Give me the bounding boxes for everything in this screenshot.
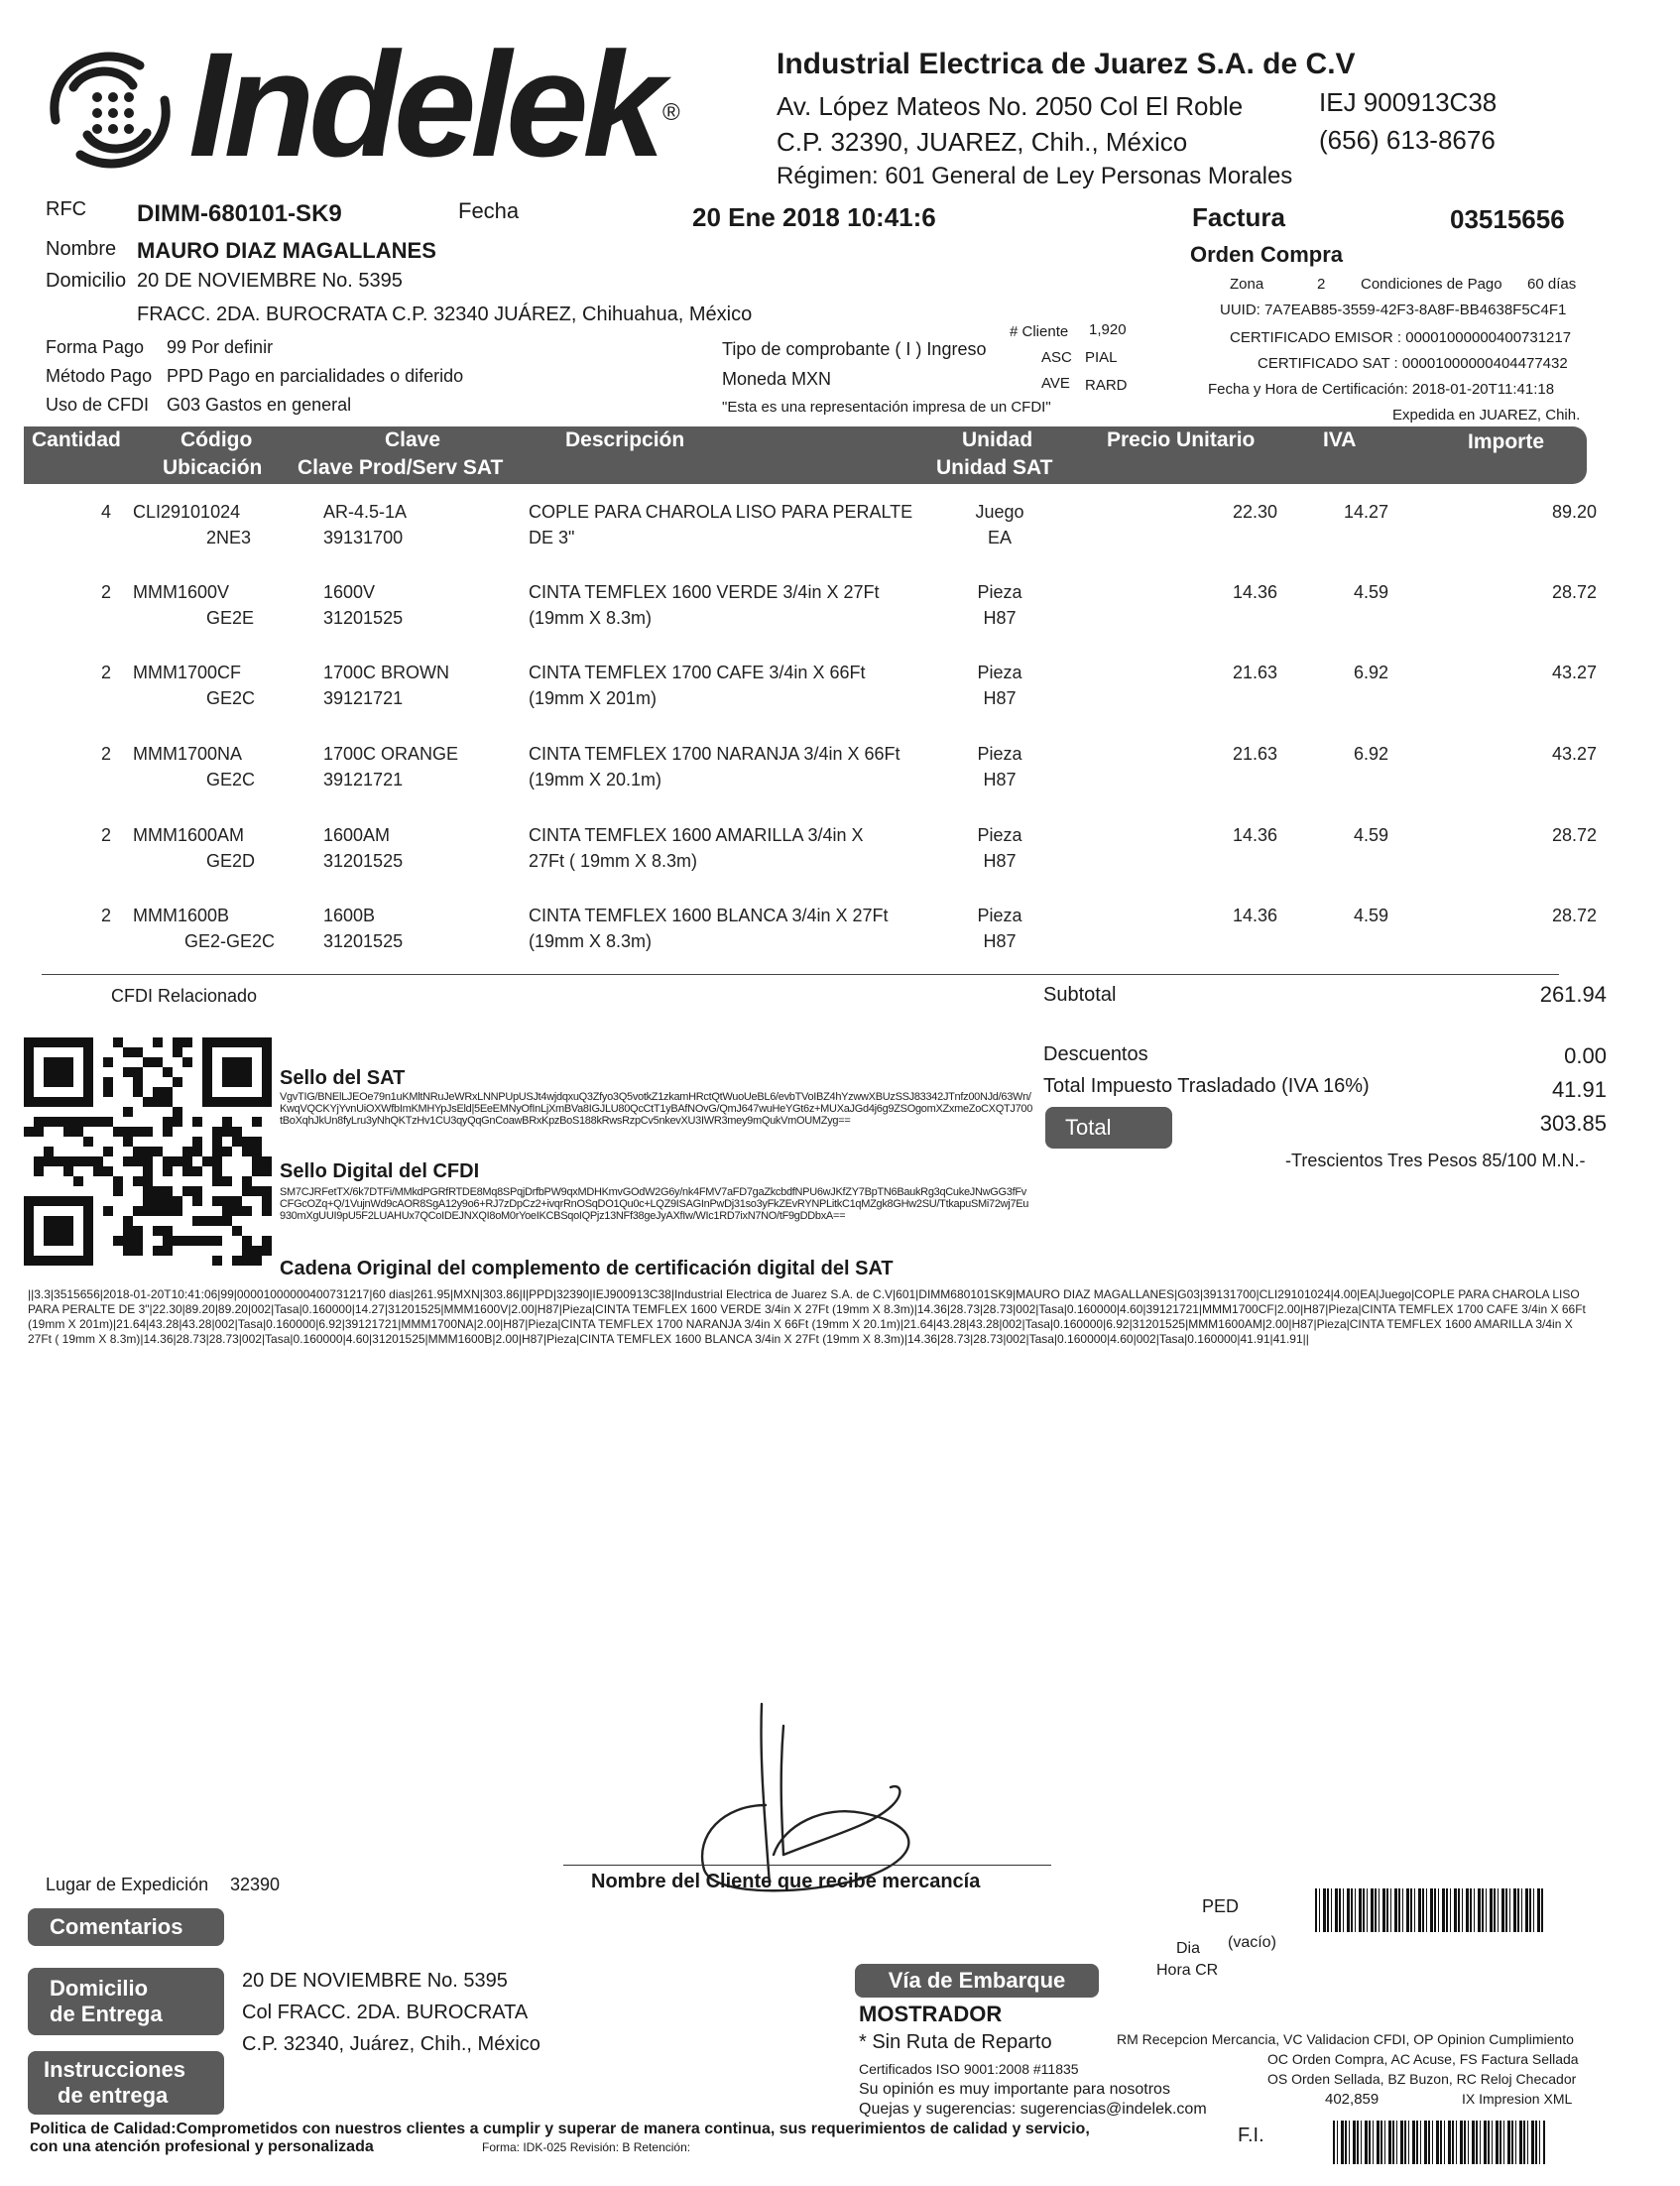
cell-codigo: MMM1600V	[133, 582, 230, 602]
impuesto-label: Total Impuesto Trasladado (IVA 16%)	[1043, 1075, 1370, 1097]
header-clave-prod: Clave Prod/Serv SAT	[298, 456, 504, 479]
cell-clave-sat: 31201525	[323, 608, 404, 628]
ruta-reparto: * Sin Ruta de Reparto	[859, 2031, 1052, 2053]
cell-unidad-sat: EA	[987, 528, 1012, 547]
nombre-cliente-recibe: Nombre del Cliente que recibe mercancía	[591, 1871, 981, 1892]
uso-cfdi-label: Uso de CFDI	[46, 395, 150, 415]
company-name: Industrial Electrica de Juarez S.A. de C.V	[777, 48, 1356, 80]
registered-mark: ®	[662, 99, 680, 126]
cell-unidad: Pieza	[977, 663, 1022, 682]
cell-iva: 4.59	[1353, 582, 1388, 602]
cell-clave: 1700C BROWN	[323, 663, 450, 682]
cell-desc1: CINTA TEMFLEX 1600 AMARILLA 3/4in X	[529, 825, 864, 845]
domicilio-entrega-pill	[28, 1968, 224, 2035]
via-embarque-label: Vía de Embarque	[888, 1968, 1066, 1993]
cell-desc2: (19mm X 8.3m)	[529, 931, 653, 951]
cell-unidad-sat: H87	[983, 851, 1017, 871]
company-address-1: Av. López Mateos No. 2050 Col El Roble	[777, 91, 1244, 121]
politica-calidad-2: con una atención profesional y personalizada	[30, 2138, 374, 2155]
politica-calidad-1: Politica de Calidad:Comprometidos con nuestros clientes a cumplir y superar de manera continua, sus requerimientos de calidad y servicio,	[30, 2121, 1090, 2137]
moneda: Moneda MXN	[722, 369, 832, 389]
cfdi-relacionado-label: CFDI Relacionado	[111, 986, 258, 1006]
company-address-2: C.P. 32390, JUAREZ, Chih., México	[777, 127, 1188, 157]
header-descripcion: Descripción	[565, 428, 685, 451]
cell-clave: 1600V	[323, 582, 376, 602]
condiciones-value: 60 días	[1527, 276, 1577, 293]
zona-value: 2	[1317, 276, 1326, 293]
cell-iva: 6.92	[1353, 744, 1388, 764]
factura-label: Factura	[1192, 202, 1285, 232]
control-number: 402,859	[1325, 2091, 1380, 2108]
signature-line	[563, 1865, 1051, 1866]
cell-cantidad: 2	[100, 582, 111, 602]
cell-clave-sat: 39121721	[323, 770, 404, 789]
cell-unidad-sat: H87	[983, 608, 1017, 628]
cell-ubicacion: GE2C	[206, 770, 256, 789]
opinion-text: Su opinión es muy importante para nosotros	[859, 2081, 1170, 2098]
fi-label: F.I.	[1238, 2125, 1264, 2146]
total-value: 303.85	[1539, 1111, 1607, 1136]
cell-unidad: Pieza	[977, 582, 1022, 602]
cell-importe: 28.72	[1551, 906, 1597, 925]
rfc-label: RFC	[46, 198, 87, 220]
instrucciones-entrega-pill	[28, 2051, 224, 2115]
header-iva: IVA	[1323, 428, 1357, 451]
domicilio-entrega-label-2: de Entrega	[50, 2002, 163, 2026]
header-importe: Importe	[1468, 430, 1545, 453]
cell-desc2: (19mm X 8.3m)	[529, 608, 653, 628]
header-codigo: Código	[180, 428, 253, 451]
cell-importe: 28.72	[1551, 825, 1597, 845]
cell-clave-sat: 39131700	[323, 528, 404, 547]
domicilio-label: Domicilio	[46, 270, 127, 292]
asc-value: PIAL	[1085, 349, 1118, 366]
cell-precio: 14.36	[1232, 906, 1277, 925]
condiciones-label: Condiciones de Pago	[1361, 276, 1502, 293]
cell-cantidad: 4	[100, 502, 111, 522]
cell-precio: 14.36	[1232, 825, 1277, 845]
cell-desc1: CINTA TEMFLEX 1700 CAFE 3/4in X 66Ft	[529, 663, 866, 682]
via-embarque-value: MOSTRADOR	[859, 2002, 1003, 2026]
cell-desc2: 27Ft ( 19mm X 8.3m)	[529, 851, 698, 871]
header-clave: Clave	[385, 428, 441, 451]
barcode-top	[1315, 1888, 1545, 1932]
total-en-letra: -Trescientos Tres Pesos 85/100 M.N.-	[1285, 1151, 1586, 1170]
cell-iva: 4.59	[1353, 906, 1388, 925]
cell-desc1: CINTA TEMFLEX 1600 BLANCA 3/4in X 27Ft	[529, 906, 889, 925]
header-cantidad: Cantidad	[32, 428, 121, 451]
metodo-pago-label: Método Pago	[46, 366, 153, 386]
cell-unidad: Pieza	[977, 744, 1022, 764]
customer-address-1: 20 DE NOVIEMBRE No. 5395	[137, 270, 403, 292]
header-unidad-sat: Unidad SAT	[936, 456, 1053, 479]
entrega-address-3: C.P. 32340, Juárez, Chih., México	[242, 2033, 540, 2055]
instrucciones-label-2: de entrega	[58, 2083, 169, 2108]
cell-unidad: Pieza	[977, 906, 1022, 925]
cell-codigo: MMM1600AM	[133, 825, 245, 845]
sello-sat-label: Sello del SAT	[280, 1067, 406, 1089]
cliente-number: 1,920	[1089, 321, 1127, 338]
descuentos-value: 0.00	[1564, 1043, 1607, 1068]
cell-desc1: COPLE PARA CHAROLA LISO PARA PERALTE	[529, 502, 913, 522]
total-badge	[1045, 1107, 1172, 1149]
certificado-sat: CERTIFICADO SAT : 00001000000404477432	[1258, 355, 1568, 372]
cell-clave-sat: 31201525	[323, 931, 404, 951]
subtotal-label: Subtotal	[1043, 984, 1117, 1006]
cell-clave: 1700C ORANGE	[323, 744, 459, 764]
orden-compra-label: Orden Compra	[1190, 242, 1344, 267]
legend-line-2: OC Orden Compra, AC Acuse, FS Factura Sellada	[1267, 2051, 1579, 2067]
iso-certificados: Certificados ISO 9001:2008 #11835	[859, 2061, 1079, 2077]
certificado-emisor: CERTIFICADO EMISOR : 00001000000400731217	[1230, 329, 1572, 346]
comentarios-label: Comentarios	[50, 1914, 183, 1939]
barcode-bottom	[1333, 2121, 1545, 2164]
company-regimen: Régimen: 601 General de Ley Personas Morales	[777, 163, 1293, 189]
ix-impresion-xml: IX Impresion XML	[1462, 2091, 1573, 2107]
company-phone: (656) 613-8676	[1319, 125, 1496, 155]
cell-ubicacion: GE2-GE2C	[184, 931, 276, 951]
metodo-pago-value: PPD Pago en parcialidades o diferido	[167, 366, 464, 386]
fecha-certificacion: Fecha y Hora de Certificación: 2018-01-20T11:41:18	[1208, 381, 1555, 398]
cell-desc1: CINTA TEMFLEX 1600 VERDE 3/4in X 27Ft	[529, 582, 880, 602]
cfdi-note: "Esta es una representación impresa de un CFDI"	[722, 399, 1051, 416]
lugar-expedicion-value: 32390	[230, 1875, 281, 1894]
sello-sat-value: VgvTIG/BNElLJEOe79n1uKMltNRuJeWRxLNNPUpUSJt4wjdqxuQ3Zfyo3Q5votkZ1zkamHRctQtWuoUeBL6/evbTVoIBZ4hYzwwXBUzSSJ83342JTnfz00NJd/63Wn/KwqVQCKYjYvnUiOXWfbImKMHYpJsEld|5EeEMNyOfInLjXmBVa8IGJLU80QcCtT1yBAfNOvG/QmJ647wuHeYGt6z+MUXaJGd4j6g9ZSOgomXZxmeZoCXQTJ700tBoXqhJkUn8fyLru3yNhQKTzHv1CU3qyQqGnCoawBRxKpzBoS188kRwsRzpCv5nkevXU3IWR3mey9mQukVmOUMZyg==	[280, 1091, 1033, 1127]
total-label: Total	[1065, 1115, 1112, 1140]
header-ubicacion: Ubicación	[163, 456, 263, 479]
customer-address-2: FRACC. 2DA. BUROCRATA C.P. 32340 JUÁREZ, Chihuahua, México	[137, 304, 753, 325]
descuentos-label: Descuentos	[1043, 1043, 1148, 1065]
cliente-label: # Cliente	[1010, 323, 1069, 340]
dia-label: Dia	[1176, 1940, 1201, 1957]
cell-desc2: (19mm X 201m)	[529, 688, 658, 708]
cell-precio: 21.63	[1232, 744, 1277, 764]
cell-codigo: MMM1700CF	[133, 663, 242, 682]
cadena-original-value: ||3.3|3515656|2018-01-20T10:41:06|99|00001000000400731217|60 dias|261.95|MXN|303.86|I|PPD|32390|IEJ900913C38|Industrial Electrica de Juarez S.A. de C.V|601|DIMM680101SK9|MAURO DIAZ MAGALLANES|G03|39131700|CLI29101024|4.00|EA|Juego|COPLE PARA CHAROLA LISO PARA PERALTE DE 3"|22.30|89.20|89.20|002|Tasa|0.160000|14.27|31201525|MMM1600V|2.00|H87|Pieza|CINTA TEMFLEX 1600 VERDE 3/4in X 27Ft (19mm X 8.3m)|14.36|28.73|28.73|002|Tasa|0.160000|4.60|39121721|MMM1700CF|2.00|H87|Pieza|CINTA TEMFLEX 1700 CAFE 3/4in X 66Ft (19mm X 201m)|21.64|43.28|43.28|002|Tasa|0.160000|6.92|39121721|MMM1700NA|2.00|H87|Pieza|CINTA TEMFLEX 1700 NARANJA 3/4in X 66Ft (19mm X 20.1m)|21.64|43.28|43.28|002|Tasa|0.160000|6.92|31201525|MMM1600AM|2.00|H87|Pieza|CINTA TEMFLEX 1600 AMARILLA 3/4in X 27Ft ( 19mm X 8.3m)|14.36|28.73|28.73|002|Tasa|0.160000|4.60|31201525|MMM1600B|2.00|H87|Pieza|CINTA TEMFLEX 1600 BLANCA 3/4in X 27Ft (19mm X 8.3m)|14.36|28.73|28.73|002|Tasa|0.160000|4.60|002|Tasa|0.160000|41.91|41.91||	[28, 1287, 1586, 1346]
cell-ubicacion: GE2D	[206, 851, 256, 871]
cell-unidad: Juego	[975, 502, 1024, 522]
customer-name: MAURO DIAZ MAGALLANES	[137, 238, 436, 263]
cell-codigo: MMM1600B	[133, 906, 230, 925]
cell-cantidad: 2	[100, 825, 111, 845]
cell-clave: 1600B	[323, 906, 376, 925]
cell-desc1: CINTA TEMFLEX 1700 NARANJA 3/4in X 66Ft	[529, 744, 900, 764]
subtotal-value: 261.94	[1539, 982, 1607, 1007]
cell-unidad-sat: H87	[983, 688, 1017, 708]
nombre-label: Nombre	[46, 238, 117, 260]
entrega-address-2: Col FRACC. 2DA. BUROCRATA	[242, 2002, 529, 2023]
customer-rfc: DIMM-680101-SK9	[137, 200, 342, 227]
cell-unidad: Pieza	[977, 825, 1022, 845]
cell-iva: 4.59	[1353, 825, 1388, 845]
sello-cfdi-value: SM7CJRFetTX/6k7DTFi/MMkdPGRfRTDE8Mq8SPqjDrfbPW9qxMDHKmvGOdW2G6y/nk4FMV7aFD7gaZkcbdfNPU6wJKfZY7BpTN6BaukRg3qCukeJNwGG3fFvCFGcOZq+Q/1VujnWd9cAOR8SgA12y9o6+RJ7zDpCz2+ivqrRnOSqDO1Qu0c+LQZ9ISAGInPwDj31so3yFkZEvRYNPLitkC1qMZgk8GHw2SU/TtkapuSMi72wj7Eu930mXgUUI9pU5F2LUAHUx7QCoIDEJNXQI8oM0rYoeIKCBSqoIQPjz13NFf38geJyAXfIw/WIc1RD7ixN7NO/tF9gDDbxA==	[280, 1186, 1029, 1222]
items-table-header	[24, 426, 1587, 484]
forma-pago-value: 99 Por definir	[167, 337, 274, 357]
ped-label: PED	[1202, 1896, 1240, 1916]
asc-label: ASC	[1041, 349, 1072, 366]
instrucciones-label-1: Instrucciones	[44, 2057, 186, 2082]
factura-number: 03515656	[1450, 204, 1565, 234]
cell-clave: 1600AM	[323, 825, 391, 845]
cell-desc2: (19mm X 20.1m)	[529, 770, 662, 789]
cell-ubicacion: GE2E	[206, 608, 255, 628]
table-divider	[42, 974, 1559, 975]
cadena-original-label: Cadena Original del complemento de certificación digital del SAT	[280, 1258, 894, 1279]
cell-unidad-sat: H87	[983, 770, 1017, 789]
header-unidad: Unidad	[962, 428, 1033, 451]
impuesto-value: 41.91	[1551, 1077, 1607, 1102]
dia-value: (vacío)	[1228, 1934, 1276, 1951]
cell-importe: 89.20	[1551, 502, 1597, 522]
cell-precio: 14.36	[1232, 582, 1277, 602]
cell-precio: 22.30	[1232, 502, 1277, 522]
tipo-comprobante: Tipo de comprobante ( I ) Ingreso	[722, 339, 987, 359]
cell-ubicacion: 2NE3	[206, 528, 252, 547]
lugar-expedicion-label: Lugar de Expedición	[46, 1875, 209, 1894]
hora-cr: Hora CR	[1156, 1962, 1219, 1979]
uso-cfdi-value: G03 Gastos en general	[167, 395, 352, 415]
cell-desc2: DE 3"	[529, 528, 575, 547]
uuid: UUID: 7A7EAB85-3559-42F3-8A8F-BB4638F5C4F1	[1220, 302, 1567, 318]
forma-revision: Forma: IDK-025 Revisión: B Retención:	[482, 2140, 691, 2154]
cell-iva: 14.27	[1343, 502, 1388, 522]
cell-precio: 21.63	[1232, 663, 1277, 682]
company-rfc: IEJ 900913C38	[1319, 87, 1498, 117]
cell-iva: 6.92	[1353, 663, 1388, 682]
logo-swirl-icon	[26, 26, 194, 194]
logo-wordmark: Indelek	[188, 21, 660, 187]
invoice-date: 20 Ene 2018 10:41:6	[692, 202, 936, 232]
cell-importe: 28.72	[1551, 582, 1597, 602]
cell-cantidad: 2	[100, 663, 111, 682]
domicilio-entrega-label-1: Domicilio	[50, 1976, 149, 2001]
expedida-en: Expedida en JUAREZ, Chih.	[1392, 407, 1581, 424]
cell-clave-sat: 39121721	[323, 688, 404, 708]
fecha-label: Fecha	[458, 198, 520, 223]
zona-label: Zona	[1230, 276, 1264, 293]
legend-line-3: OS Orden Sellada, BZ Buzon, RC Reloj Checador	[1267, 2071, 1577, 2087]
cell-unidad-sat: H87	[983, 931, 1017, 951]
cell-clave-sat: 31201525	[323, 851, 404, 871]
via-embarque-pill	[855, 1964, 1099, 1998]
legend-line-1: RM Recepcion Mercancia, VC Validacion CFDI, OP Opinion Cumplimiento	[1117, 2031, 1574, 2047]
cell-ubicacion: GE2C	[206, 688, 256, 708]
cell-codigo: MMM1700NA	[133, 744, 243, 764]
entrega-address-1: 20 DE NOVIEMBRE No. 5395	[242, 1970, 508, 1992]
qr-code-icon	[24, 1037, 272, 1266]
cell-importe: 43.27	[1551, 663, 1597, 682]
cell-importe: 43.27	[1551, 744, 1597, 764]
ave-label: AVE	[1041, 375, 1070, 392]
ave-value: RARD	[1085, 377, 1128, 394]
comentarios-pill	[28, 1908, 224, 1946]
header-precio-unitario: Precio Unitario	[1107, 428, 1256, 451]
quejas-sugerencias: Quejas y sugerencias: sugerencias@indelek.com	[859, 2101, 1207, 2118]
cell-clave: AR-4.5-1A	[323, 502, 408, 522]
cell-codigo: CLI29101024	[133, 502, 241, 522]
sello-cfdi-label: Sello Digital del CFDI	[280, 1160, 480, 1182]
cell-cantidad: 2	[100, 744, 111, 764]
cell-cantidad: 2	[100, 906, 111, 925]
forma-pago-label: Forma Pago	[46, 337, 145, 357]
